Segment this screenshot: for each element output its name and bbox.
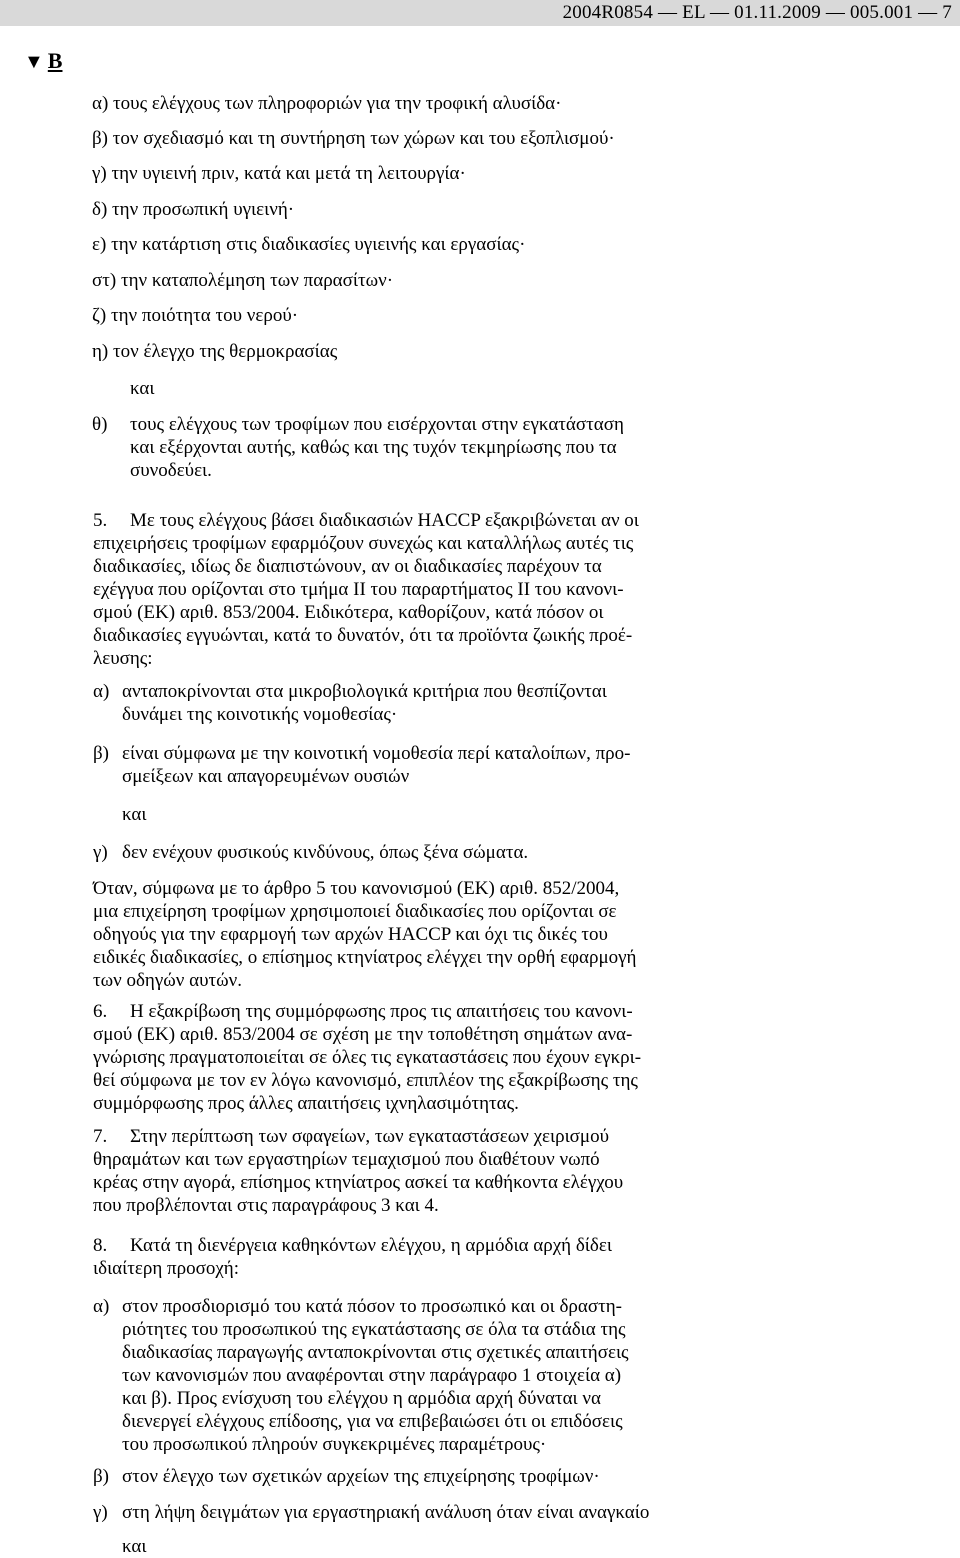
list-item-text: στον έλεγχο των σχετικών αρχείων της επιχείρησης τροφίμων·	[122, 1466, 600, 1487]
list-item-text: στον προσδιορισμό του κατά πόσον το προσωπικό και οι δραστη- ριότητες του προσωπικού της εγκατάστασης σε όλα τα στάδια της διαδικασίας παραγωγής ανταποκρίνονται στις σχετικές απαιτήσεις των κανονισμών που αναφέρονται στην παράγραφο 1 στοιχεία α) και β). Προς ενίσχυση του ελέγχου η αρμόδια αρχή δύναται να διενεργεί ελέγχους επίδοσης, για να επιβεβαιώσει ότι οι επιδόσεις του προσωπικού πληρούν συγκεκριμένες παραμέτρους·	[122, 1296, 629, 1455]
list-item: η) τον έλεγχο της θερμοκρασίας	[92, 341, 338, 362]
list-item-label: γ)	[93, 1502, 108, 1523]
list-item-label: β)	[93, 743, 109, 764]
list-item: ζ) την ποιότητα του νερού·	[92, 305, 299, 326]
paragraph-number: 7.	[93, 1126, 108, 1147]
list-item: β) τον σχεδιασμό και τη συντήρηση των χώρων και του εξοπλισμού·	[92, 128, 615, 149]
list-item: ε) την κατάρτιση στις διαδικασίες υγιεινής και εργασίας·	[92, 234, 526, 255]
list-item-text: δεν ενέχουν φυσικούς κινδύνους, όπως ξένα σώματα.	[122, 842, 529, 863]
document-header	[0, 0, 960, 26]
list-item-label: γ)	[93, 842, 108, 863]
list-item-text: στη λήψη δειγμάτων για εργαστηριακή ανάλυση όταν είναι αναγκαίο	[122, 1502, 650, 1523]
paragraph-8: 8. Κατά τη διενέργεια καθηκόντων ελέγχου, η αρμόδια αρχή δίδει ιδιαίτερη προσοχή:	[93, 1235, 612, 1279]
conjunction-and: και	[130, 378, 155, 399]
list-item: γ) την υγιεινή πριν, κατά και μετά τη λειτουργία·	[92, 163, 466, 184]
list-item: δ) την προσωπική υγιεινή·	[92, 199, 295, 220]
list-item-label: β)	[93, 1466, 109, 1487]
paragraph-5: 5. Με τους ελέγχους βάσει διαδικασιών HACCP εξακριβώνεται αν οι επιχειρήσεις τροφίμων εφαρμόζουν συνεχώς και καταλλήλως αυτές τις διαδικασίες, ιδίως δε διαπιστώνουν, αν οι διαδικασίες παρέχουν τα εχέγγυα που ορίζονται στο τμήμα II του παραρτήματος II του κανονι- σμού (ΕΚ) αριθ. 853/2004. Ειδικότερα, καθορίζουν, κατά πόσον οι διαδικασίες εγγυώνται, κατά το δυνατόν, ότι τα προϊόντα ζωικής προέ- λευσης:	[93, 510, 639, 669]
list-item-text: τους ελέγχους των τροφίμων που εισέρχονται στην εγκατάσταση και εξέρχονται αυτής, καθώς και της τυχόν τεκμηρίωσης που τα συνοδεύει.	[130, 414, 624, 481]
list-item-text: είναι σύμφωνα με την κοινοτική νομοθεσία περί καταλοίπων, προ- σμείξεων και απαγορευμένων ουσιών	[122, 743, 631, 787]
list-item-label: α)	[93, 1296, 110, 1317]
list-item-label: α)	[93, 681, 110, 702]
amendment-marker-label: B	[47, 48, 63, 73]
amendment-marker	[24, 48, 62, 74]
paragraph-6: 6. Η εξακρίβωση της συμμόρφωσης προς τις απαιτήσεις του κανονι- σμού (ΕΚ) αριθ. 853/2004 σε σχέση με την τοποθέτηση σημάτων ανα- γνώρισης πραγματοποιείται σε όλες τις εγκαταστάσεις που έχουν εγκρι- θεί σύμφωνα με τον εν λόγω κανονισμό, επιπλέον της εξακρίβωσης της συμμόρφωσης προς άλλες απαιτήσεις ιχνηλασιμότητας.	[93, 1001, 642, 1114]
list-item-label: θ)	[92, 414, 108, 435]
paragraph-number: 8.	[93, 1235, 108, 1256]
conjunction-and: και	[122, 804, 147, 825]
list-item-text: ανταποκρίνονται στα μικροβιολογικά κριτήρια που θεσπίζονται δυνάμει της κοινοτικής νομοθεσίας·	[122, 681, 607, 725]
list-item: στ) την καταπολέμηση των παρασίτων·	[92, 270, 394, 291]
conjunction-and: και	[122, 1536, 147, 1557]
list-item: α) τους ελέγχους των πληροφοριών για την τροφική αλυσίδα·	[92, 93, 562, 114]
triangle-down-icon: ▼	[24, 51, 44, 73]
paragraph-number: 6.	[93, 1001, 108, 1022]
document-reference: 2004R0854 — EL — 01.11.2009 — 005.001 — 7	[562, 2, 952, 23]
paragraph-otan: Όταν, σύμφωνα με το άρθρο 5 του κανονισμού (ΕΚ) αριθ. 852/2004, μια επιχείρηση τροφίμων χρησιμοποιεί διαδικασίες που ορίζονται σε οδηγούς για την εφαρμογή των αρχών HACCP και όχι τις δικές του ειδικές διαδικασίες, ο επίσημος κτηνίατρος ελέγχει την ορθή εφαρμογή των οδηγών αυτών.	[93, 878, 637, 991]
paragraph-number: 5.	[93, 510, 108, 531]
paragraph-7: 7. Στην περίπτωση των σφαγείων, των εγκαταστάσεων χειρισμού θηραμάτων και των εργαστηρίων τεμαχισμού που διαθέτουν νωπό κρέας στην αγορά, επίσημος κτηνίατρος ασκεί τα καθήκοντα ελέγχου που προβλέπονται στις παραγράφους 3 και 4.	[93, 1126, 624, 1216]
